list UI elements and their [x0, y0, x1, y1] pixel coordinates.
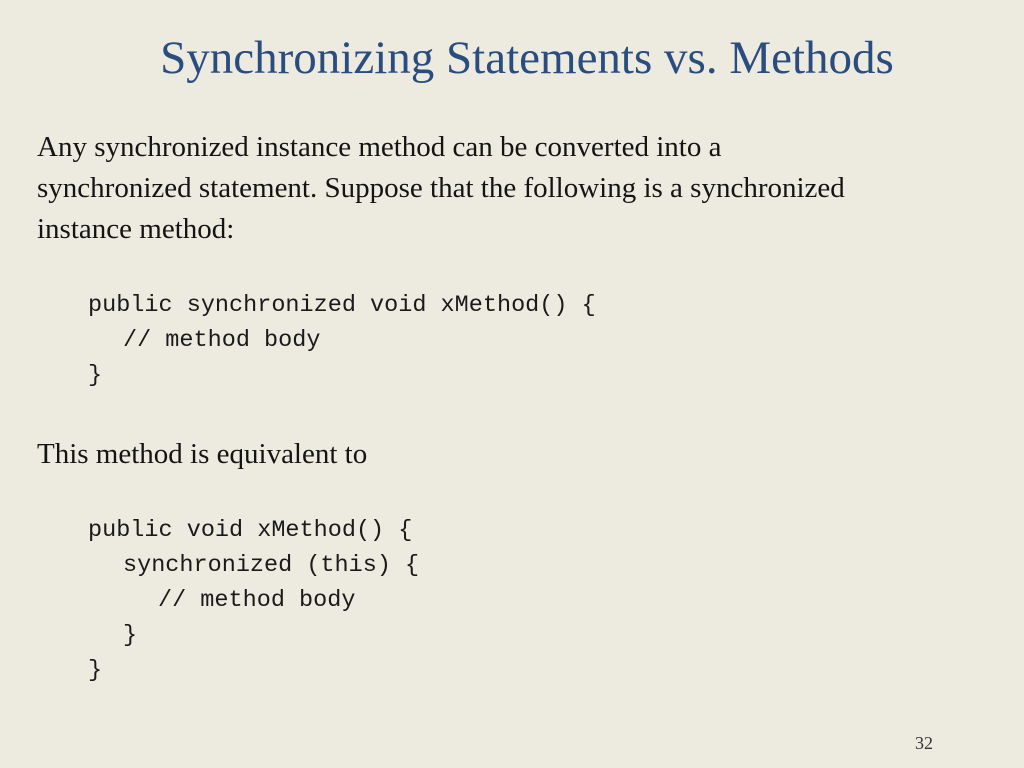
code-line: }	[123, 622, 138, 649]
slide-title: Synchronizing Statements vs. Methods	[160, 32, 894, 84]
code-line: // method body	[158, 587, 356, 614]
intro-line: Any synchronized instance method can be converted into a	[37, 131, 722, 163]
intro-paragraph	[37, 127, 845, 250]
intro-line: synchronized statement. Suppose that the following is a synchronized	[37, 172, 845, 204]
code-line: // method body	[123, 327, 321, 354]
code-example-synchronized-statement	[88, 513, 419, 688]
code-line: public synchronized void xMethod() {	[88, 292, 596, 319]
code-line: public void xMethod() {	[88, 517, 413, 544]
intro-line: instance method:	[37, 213, 235, 245]
code-line: }	[88, 362, 103, 389]
code-example-synchronized-method	[88, 288, 596, 393]
code-line: synchronized (this) {	[123, 552, 420, 579]
code-line: }	[88, 657, 103, 684]
page-number: 32	[915, 733, 933, 753]
equivalence-text: This method is equivalent to	[37, 438, 368, 470]
